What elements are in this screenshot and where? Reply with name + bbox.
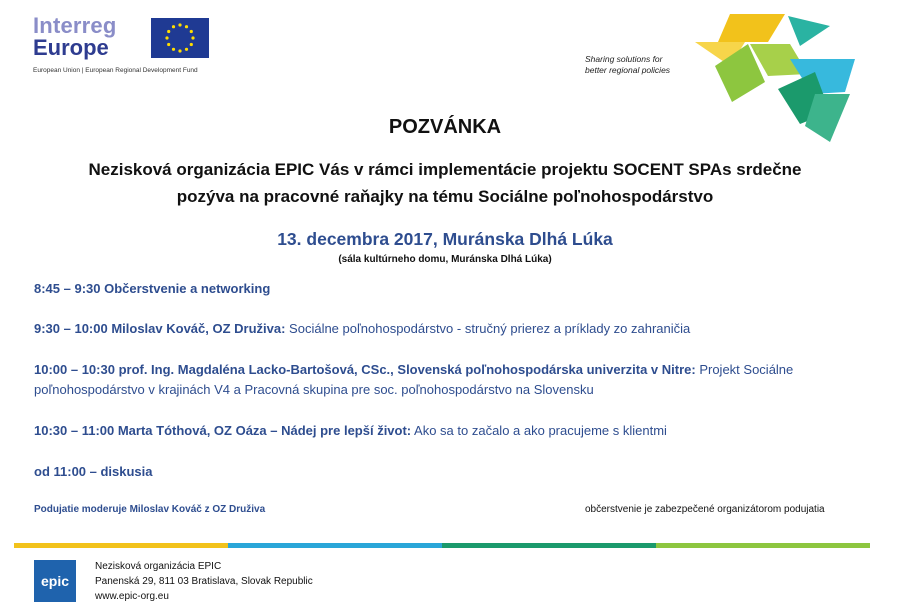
program-item-topic: Projekt Sociálne poľnohospodárstvo v krajinách V4 a Pracovná skupina pre soc. poľnohospodárstvo na Slovensku [34, 362, 794, 397]
program-item [34, 279, 834, 299]
event-venue: (sála kultúrneho domu, Muránska Dlhá Lúka) [338, 254, 552, 265]
footer-contact [95, 559, 313, 604]
program-item [34, 319, 834, 339]
moderator-note: Podujatie moderuje Miloslav Kováč z OZ Druživa [34, 504, 266, 515]
logo-word-interreg: Interreg [33, 13, 117, 38]
footer-address: Panenská 29, 811 03 Bratislava, Slovak Republic [95, 576, 313, 587]
footer-org-name: Nezisková organizácia EPIC [95, 561, 222, 572]
slogan [585, 54, 670, 76]
interreg-europe-logo [33, 14, 233, 84]
program-item-speaker: 8:45 – 9:30 Občerstvenie a networking [34, 281, 271, 296]
program-item-topic: Sociálne poľnohospodárstvo - stručný prierez a príklady zo zahraničia [285, 321, 691, 336]
program-item-speaker: od 11:00 – diskusia [34, 464, 153, 479]
program-item-topic: Ako sa to začalo a ako pracujeme s klientmi [411, 423, 667, 438]
program-item [34, 360, 834, 400]
page-title: POZVÁNKA [388, 116, 502, 138]
stripe-segment [228, 543, 442, 548]
program-item [34, 462, 834, 482]
logo-caption: European Union | European Regional Development Fund [33, 67, 198, 74]
slogan-line-2: better regional policies [585, 65, 671, 75]
program-item-speaker: 9:30 – 10:00 Miloslav Kováč, OZ Druživa: [34, 321, 286, 336]
stripe-segment [656, 543, 870, 548]
epic-logo: epic [34, 560, 76, 602]
program-item-speaker: 10:30 – 11:00 Marta Tóthová, OZ Oáza – Nádej pre lepší život: [34, 423, 412, 438]
intro-line-1: Nezisková organizácia EPIC Vás v rámci implementácie projektu SOCENT SPAs srdečne [88, 160, 802, 179]
program-item [34, 421, 834, 441]
slogan-line-1: Sharing solutions for [585, 54, 663, 64]
logo-word-europe: Europe [33, 35, 109, 60]
event-date: 13. decembra 2017, Muránska Dlhá Lúka [277, 229, 613, 249]
refreshment-note: občerstvenie je zabezpečené organizátorom podujatia [585, 504, 825, 515]
stripe-segment [442, 543, 656, 548]
intro-line-2: pozýva na pracovné raňajky na tému Sociálne poľnohospodárstvo [176, 187, 714, 206]
stripe-segment [14, 543, 228, 548]
footer-color-stripe [14, 543, 870, 548]
eu-flag-icon [151, 18, 209, 58]
program-item-speaker: 10:00 – 10:30 prof. Ing. Magdaléna Lacko-Bartošová, CSc., Slovenská poľnohospodárska univerzita v Nitre: [34, 362, 696, 377]
footer-website-link[interactable]: www.epic-org.eu [95, 591, 169, 602]
